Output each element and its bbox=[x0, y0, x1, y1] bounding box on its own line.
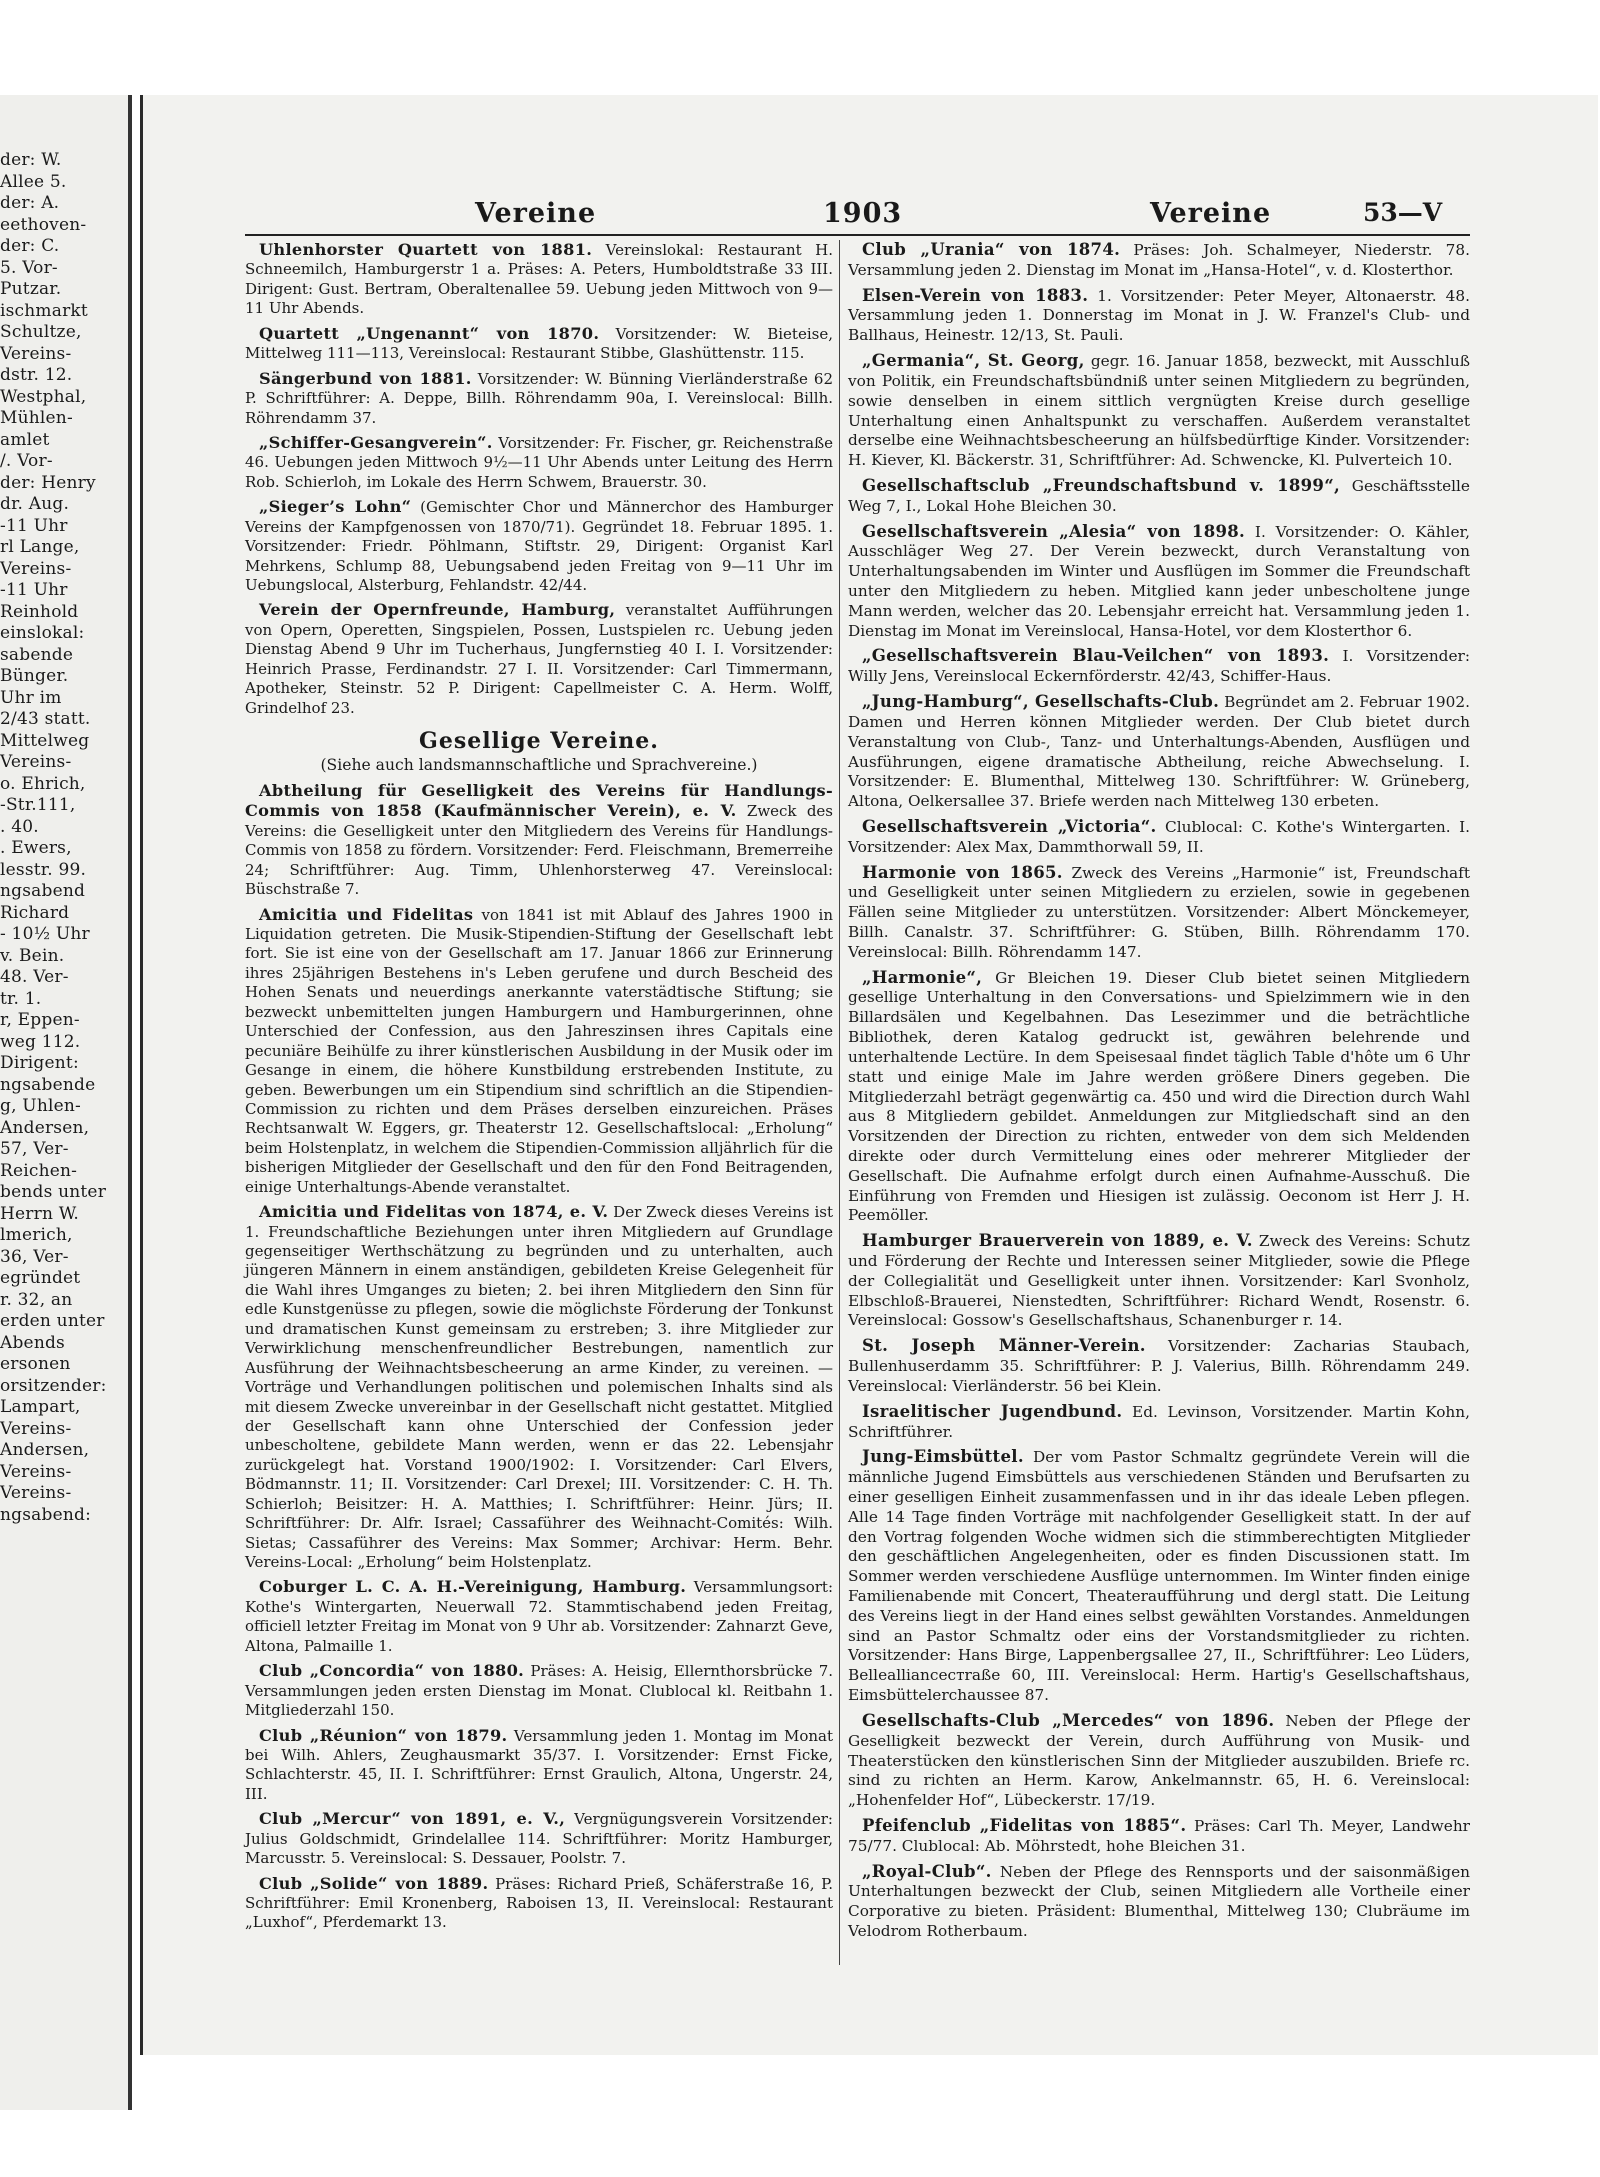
club-description: Zweck des Vereins „Harmonie“ ist, Freundschaft und Geselligkeit unter seinen Mitgliedern zu erzielen, sowie in gegebenen Fällen seine Mitglieder zu unterstützen. Vorsitzender: Albert Mönckemeyer, Billh. Canalstr. 37. Schriftführer: G. Stüben, Billh. Röhrendamm 170. Vereinslocal: Billh. Röhrendamm 147. bbox=[848, 863, 1470, 961]
club-description: Präses: Joh. Schalmeyer, Niederstr. 78. Versammlung jeden 2. Dienstag im Monat im „Hansa-Hotel“, v. d. Klosterthor. bbox=[848, 241, 1470, 279]
previous-page-line: . 40. bbox=[0, 816, 39, 837]
previous-page-line: Allee 5. bbox=[0, 171, 67, 192]
club-entry bbox=[245, 240, 833, 319]
club-name: Club „Solide“ von 1889. bbox=[259, 1873, 489, 1893]
previous-page-line: Vereins- bbox=[0, 1418, 72, 1439]
club-name: „Germania“, St. Georg, bbox=[862, 351, 1085, 371]
club-description: Neben der Pflege des Rennsports und der saisonmäßigen Unterhaltungen bezweckt der Club, seinen Mitgliedern alle Vortheile einer Corporative zu bieten. Präsident: Blumenthal, Mittelweg 130; Clubräume im Velodrom Rotherbaum. bbox=[848, 1862, 1470, 1940]
club-entry bbox=[848, 351, 1470, 471]
club-name: „Royal-Club“. bbox=[862, 1861, 992, 1881]
club-entry bbox=[848, 863, 1470, 963]
previous-page-line: r, Eppen- bbox=[0, 1010, 80, 1030]
club-name: St. Joseph Männer-Verein. bbox=[862, 1336, 1146, 1356]
club-name: „Harmonie“, bbox=[862, 967, 983, 987]
previous-page-line: o. Ehrich, bbox=[0, 773, 86, 794]
club-entry bbox=[848, 1231, 1470, 1331]
club-entry bbox=[848, 968, 1470, 1227]
club-description: Zweck des Vereins: Schutz und Förderung der Rechte und Interessen seiner Mitglieder, sowie die Pflege der Collegialität und Geselligkeit unter ihnen. Vorsitzender: Karl Svonholz, Elbschloß-Brauerei, Nienstedten, Schriftführer: Richard Wendt, Rosenstr. 6. Vereinslocal: Gossow's Gesellschaftshaus, Schanenburger r. 14. bbox=[848, 1232, 1470, 1330]
previous-page-line: egründet bbox=[0, 1268, 81, 1288]
previous-page-line: 2/43 statt. bbox=[0, 709, 91, 729]
club-entry bbox=[848, 692, 1470, 812]
club-entry bbox=[848, 1402, 1470, 1443]
previous-page-line: Vereins- bbox=[0, 752, 72, 772]
previous-page-line: der: Henry bbox=[0, 472, 96, 493]
club-description: Vorsitzender: Fr. Fischer, gr. Reichenstraße 46. Uebungen jeden Mittwoch 9½—11 Uhr Abends unter Leitung des Herrn Rob. Schierloh, im Lokale des Herrn Schwem, Brauerstr. 30. bbox=[245, 433, 833, 491]
club-entry bbox=[245, 1809, 833, 1868]
club-entry bbox=[848, 1711, 1470, 1811]
club-entry bbox=[245, 1661, 833, 1720]
previous-page-line: der: C. bbox=[0, 236, 60, 256]
club-name: Club „Concordia“ von 1880. bbox=[259, 1661, 525, 1681]
previous-page-line: ngsabend: bbox=[0, 1504, 91, 1525]
club-description: gegr. 16. Januar 1858, bezweckt, mit Ausschluß von Politik, ein Freundschaftsbündniß unter seinen Mitgliedern zu begründen, sowie denselben in einem sittlich vergnügten Kreise durch gesellige Unterhaltung einen Anhaltspunkt zu verschaffen. Außerdem veranstaltet derselbe eine Weihnachtsbescheerung an hülfsbedürftige Kinder. Vorsitzender: H. Kiever, Kl. Bäckerstr. 31, Schriftführer: Ad. Schwencke, Kl. Pulverteich 10. bbox=[848, 352, 1470, 470]
previous-page-line: -11 Uhr bbox=[0, 580, 68, 600]
previous-page-line: 48. Ver- bbox=[0, 967, 69, 987]
previous-page-line: 36, Ver- bbox=[0, 1246, 69, 1267]
club-description: Vereinslokal: Restaurant H. Schneemilch, Hamburgerstr 1 a. Präses: A. Peters, Humboldtstraße 33 III. Dirigent: Gust. Bertram, Oberaltenallee 59. Uebung jeden Mittwoch von 9—11 Uhr Abends. bbox=[245, 241, 833, 318]
club-name: Uhlenhorster Quartett von 1881. bbox=[259, 240, 593, 259]
club-entry bbox=[848, 522, 1470, 642]
club-name: Gesellschaftsclub „Freundschaftsbund v. 1899“, bbox=[862, 475, 1341, 495]
previous-page-line: Bünger. bbox=[0, 666, 69, 686]
previous-page-line: Putzar. bbox=[0, 279, 62, 299]
previous-page-line: Andersen, bbox=[0, 1440, 90, 1460]
previous-page-line: Vereins- bbox=[0, 343, 72, 364]
club-entry bbox=[848, 240, 1470, 281]
previous-page-line: ischmarkt bbox=[0, 300, 88, 321]
column-divider bbox=[839, 240, 840, 1965]
club-name: Club „Urania“ von 1874. bbox=[862, 240, 1121, 259]
club-description: Clublocal: C. Kothe's Wintergarten. I. Vorsitzender: Alex Max, Dammthorwall 59, II. bbox=[848, 817, 1470, 856]
club-entry bbox=[848, 286, 1470, 346]
previous-page-line: 57, Ver- bbox=[0, 1139, 69, 1159]
club-description: Präses: Richard Prieß, Schäferstraße 16, P. Schriftführer: Emil Kronenberg, Raboisen 13, II. Vereinslocal: Restaurant „Luxhof“, Pferdemarkt 13. bbox=[245, 1874, 833, 1932]
previous-page-line: 5. Vor- bbox=[0, 257, 58, 278]
previous-page-line: Lampart, bbox=[0, 1397, 81, 1417]
club-name: Gesellschaftsverein „Alesia“ von 1898. bbox=[862, 521, 1246, 541]
club-name: Club „Mercur“ von 1891, e. V., bbox=[259, 1809, 566, 1829]
club-description: (Gemischter Chor und Männerchor des Hamburger Vereins der Kampfgenossen von 1870/71). Gegründet 18. Februar 1895. 1. Vorsitzender: Friedr. Pöhlmann, Stiftstr. 29, Dirigent: Organist Karl Mehrkens, Schlump 88, Uebungsabend jeden Freitag von 9—11 Uhr im Uebungslocal, Alsterburg, Fehlandstr. 42/44. bbox=[245, 498, 833, 594]
previous-page-line: r. 32, an bbox=[0, 1289, 73, 1310]
previous-page-line: - 10½ Uhr bbox=[0, 924, 90, 944]
club-description: Gr Bleichen 19. Dieser Club bietet seinen Mitgliedern gesellige Unterhaltung in den Conversations- und Spielzimmern wie in den Billardsälen und Kegelbahnen. Das Lesezimmer und die beträchtliche Bibliothek, deren Katalog gedruckt ist, gewähren belehrende und unterhaltende Lectüre. In dem Speisesaal findet täglich Table d'hôte um 6 Uhr statt und einige Male im Jahre werden größere Diners gegeben. Die Mitgliederzahl beträgt gegenwärtig ca. 450 und wird die Direction durch Wahl aus 8 Mitgliedern gebildet. Anmeldungen zur Mitgliedschaft sind an den Vorsitzenden der Direction zu richten, entweder von dem sich Meldenden direkte oder durch Vermittelung eines oder mehrerer Mitglieder der Gesellschaft. Die Aufnahme erfolgt durch einen Aufnahme-Ausschuß. Die Einführung von Fremden und Hiesigen ist zulässig. Oeconom ist Herr J. H. Peemöller. bbox=[848, 968, 1470, 1225]
previous-page-line: Mittelweg bbox=[0, 730, 90, 751]
previous-page-line: Mühlen- bbox=[0, 408, 73, 428]
club-entry bbox=[848, 1862, 1470, 1942]
left-column bbox=[245, 240, 833, 1938]
previous-page-line: Vereins- bbox=[0, 558, 72, 579]
club-name: Gesellschaftsverein „Victoria“. bbox=[862, 816, 1157, 836]
club-description: I. Vorsitzender: Willy Jens, Vereinslocal Eckernförderstr. 42/43, Schiffer-Haus. bbox=[848, 647, 1470, 686]
club-name: Pfeifenclub „Fidelitas von 1885“. bbox=[862, 1815, 1187, 1835]
club-name: Club „Réunion“ von 1879. bbox=[259, 1725, 508, 1745]
previous-page-line: -Str.111, bbox=[0, 795, 76, 815]
club-entry bbox=[245, 1577, 833, 1656]
club-description: 1. Vorsitzender: Peter Meyer, Altonaerstr. 48. Versammlung jeden 1. Donnerstag im Monat in J. W. Franzel's Club- und Ballhaus, Heinestr. 12/13, St. Pauli. bbox=[848, 286, 1470, 345]
club-entry bbox=[848, 476, 1470, 517]
club-description: Vergnügungsverein Vorsitzender: Julius Goldschmidt, Grindelallee 114. Schriftführer: Moritz Hamburger, Marcusstr. 5. Vereinslocal: S. Dessauer, Poolstr. 7. bbox=[245, 1810, 833, 1868]
previous-page-line: dr. Aug. bbox=[0, 494, 70, 514]
club-description: Versammlungsort: Kothe's Wintergarten, Neuerwall 72. Stammtischabend jeden Freitag, officiell letzter Freitag im Monat von 9 Uhr ab. Vorsitzender: Zahnarzt Geve, Altona, Palmaille 1. bbox=[245, 1578, 833, 1655]
club-description: Versammlung jeden 1. Montag im Monat bei Wilh. Ahlers, Zeughausmarkt 35/37. I. Vorsitzender: Ernst Ficke, Schlachterstr. 45, II. I. Schriftführer: Ernst Graulich, Altona, Ungerstr. 24, III. bbox=[245, 1726, 833, 1803]
previous-page-line: Vereins- bbox=[0, 1461, 72, 1482]
previous-page-line: Andersen, bbox=[0, 1117, 90, 1138]
previous-page-line: dstr. 12. bbox=[0, 365, 73, 385]
club-name: Amicitia und Fidelitas von 1874, e. V. bbox=[259, 1202, 609, 1222]
previous-page-line: . Ewers, bbox=[0, 838, 72, 858]
previous-page-line: weg 112. bbox=[0, 1031, 81, 1052]
previous-page-line: ngsabend bbox=[0, 881, 86, 901]
previous-page-line: Abends bbox=[0, 1332, 65, 1353]
club-description: Vorsitzender: Zacharias Staubach, Bullenhuserdamm 35. Schriftführer: P. J. Valerius, Billh. Röhrendamm 249. Vereinslocal: Vierländerstr. 56 bei Klein. bbox=[848, 1337, 1470, 1395]
club-name: Verein der Opernfreunde, Hamburg, bbox=[259, 600, 616, 620]
previous-page-line: ersonen bbox=[0, 1354, 71, 1374]
club-name: Sängerbund von 1881. bbox=[259, 368, 472, 388]
club-description: Der Zweck dieses Vereins ist 1. Freundschaftliche Beziehungen unter ihren Mitgliedern auf Grundlage gegenseitiger Werthschätzung zu begründen und zu unterhalten, auch jüngeren Männern in einem anständigen, gebildeten Kreise Gelegenheit für die Wahl ihres Umganges zu bieten; 2. bei ihren Mitgliedern den Sinn für edle Kunstgenüsse zu pflegen, sowie die möglichste Förderung der Tonkunst und dramatischen Kunst gemeinsam zu erstreben; 3. ihre Mitglieder zur Verwirklichung menschenfreundlicher Bestrebungen, namentlich zur Ausführung der Weihnachtsbescheerung an arme Kinder, zu vereinen. — Vorträge und Verhandlungen politischen und polemischen Inhalts sind als mit diesem Zwecke unvereinbar in der Gesellschaft nicht gestattet. Mitglied der Gesellschaft kann ohne Unterschied der Confession jeder unbescholtene, gebildete Mann werden, wenn er das 22. Lebensjahr zurückgelegt hat. Vorstand 1900/1902: I. Vorsitzender: Carl Elvers, Bödmannstr. 11; II. Vorsitzender: Carl Drexel; III. Vorsitzender: C. H. Th. Schierloh; Beisitzer: H. A. Matthies; I. Schriftführer: Heinr. Jürs; II. Schriftführer: Dr. Alfr. Israel; Cassaführer des Weihnacht-Comités: Wilh. Sietas; Cassaführer des Vereins: Max Sommer; Archivar: Herm. Behr. Vereins-Local: „Erholung“ beim Holstenplatz. bbox=[245, 1203, 833, 1571]
previous-page-line: eethoven- bbox=[0, 214, 87, 235]
previous-page-line: g, Uhlen- bbox=[0, 1096, 81, 1116]
previous-page-line: Westphal, bbox=[0, 386, 87, 407]
right-column bbox=[848, 240, 1470, 1947]
previous-page-line: amlet bbox=[0, 429, 50, 450]
previous-page-line: v. Bein. bbox=[0, 945, 65, 966]
previous-page-line: Herrn W. bbox=[0, 1203, 79, 1224]
header-rule bbox=[245, 234, 1470, 236]
previous-page-line: Dirigent: bbox=[0, 1053, 79, 1073]
club-entry bbox=[848, 1447, 1470, 1706]
previous-page-line: der: A. bbox=[0, 193, 60, 213]
club-description: Präses: Carl Th. Meyer, Landwehr 75/77. Clublocal: Ab. Möhrstedt, hohe Bleichen 31. bbox=[848, 1816, 1470, 1855]
club-name: Abtheilung für Geselligkeit des Vereins für Handlungs-Commis von 1858 (Kaufmännischer Verein), e. V. bbox=[245, 780, 833, 821]
club-name: Gesellschafts-Club „Mercedes“ von 1896. bbox=[862, 1710, 1275, 1730]
previous-page-line: lmerich, bbox=[0, 1225, 73, 1245]
previous-page-line: bends unter bbox=[0, 1182, 107, 1202]
previous-page-line: lesstr. 99. bbox=[0, 859, 87, 880]
club-name: Quartett „Ungenannt“ von 1870. bbox=[259, 323, 600, 343]
club-name: Hamburger Brauerverein von 1889, e. V. bbox=[862, 1231, 1253, 1251]
previous-page-line: rl Lange, bbox=[0, 537, 80, 557]
club-name: „Schiffer-Gesangverein“. bbox=[259, 432, 493, 452]
club-name: „Jung-Hamburg“, Gesellschafts-Club. bbox=[862, 692, 1220, 712]
club-entry bbox=[848, 1816, 1470, 1857]
previous-page-line: der: W. bbox=[0, 150, 62, 170]
previous-page-line: einslokal: bbox=[0, 623, 85, 643]
club-name: Harmonie von 1865. bbox=[862, 862, 1063, 882]
previous-page-line: Vereins- bbox=[0, 1483, 72, 1503]
club-description: Präses: A. Heisig, Ellernthorsbrücke 7. Versammlungen jeden ersten Dienstag im Monat. Clublocal kl. Reitbahn 1. Mitgliederzahl 150. bbox=[245, 1662, 834, 1720]
previous-page-edge bbox=[0, 95, 132, 2110]
previous-page-line: Reichen- bbox=[0, 1160, 78, 1181]
club-description: Neben der Pflege der Geselligkeit bezweckt der Verein, durch Aufführung von Musik- und Theaterstücken den künstlerischen Sinn der Mitglieder auszubilden. Briefe rc. sind zu richten an Herm. Karow, Ankelmannstr. 65, H. 6. Vereinslocal: „Hohenfelder Hof“, Lübeckerstr. 17/19. bbox=[848, 1711, 1470, 1810]
club-description: Vorsitzender: W. Bieteise, Mittelweg 111—113, Vereinslocal: Restaurant Stibbe, Glashüttenstr. 115. bbox=[245, 324, 833, 363]
club-entry bbox=[245, 497, 833, 595]
club-description: veranstaltet Aufführungen von Opern, Operetten, Singspielen, Possen, Lustspielen rc. Uebung jeden Dienstag Abend 9 Uhr im Tucherhaus, Jungfernstieg 40 I. I. Vorsitzender: Heinrich Prasse, Ferdinandstr. 27 I. II. Vorsitzender: Carl Timmermann, Apotheker, Steinstr. 52 P. Dirigent: Capellmeister C. A. Herm. Wolff, Grindelhof 23. bbox=[245, 601, 833, 717]
previous-page-line: Reinhold bbox=[0, 601, 79, 622]
club-entry bbox=[245, 1874, 833, 1933]
page-number: 53—V bbox=[1363, 198, 1443, 227]
previous-page-line: ngsabende bbox=[0, 1074, 96, 1095]
header-left-title: Vereine bbox=[475, 198, 597, 229]
club-description: Vorsitzender: W. Bünning Vierländerstraße 62 P. Schriftführer: A. Deppe, Billh. Röhrendamm 90a, I. Vereinslocal: Billh. Röhrendamm 37. bbox=[245, 369, 834, 427]
previous-page-line: -11 Uhr bbox=[0, 515, 68, 536]
previous-page-line: tr. 1. bbox=[0, 988, 42, 1009]
previous-page-line: orsitzender: bbox=[0, 1375, 107, 1396]
club-description: von 1841 ist mit Ablauf des Jahres 1900 in Liquidation getreten. Die Musik-Stipendien-Stiftung der Gesellschaft lebt fort. Sie ist eine von der Gesellschaft am 17. Januar 1866 zur Erinnerung ihres 25jährigen Bestehens in's Leben gerufene und durch Bescheid des Hohen Senats und neuerdings anerkannte vaterstädtische Stiftung; sie bezweckt unbemittelten jungen Hamburgern und Hamburgerinnen, ohne Unterschied der Confession, aus den Jahreszinsen ihres Capitals eine pecuniäre Beihülfe zu ihrer künstlerischen Ausbildung in der Musik oder im Gesange in einem, die höhere Kunstbildung erstrebenden Institute, zu geben. Bewerbungen um ein Stipendium sind schriftlich an die Stipendien-Commission zu richten und dem Präses derselben einzureichen. Präses Rechtsanwalt W. Eggers, gr. Theaterstr 12. Gesellschaftslocal: „Erholung“ beim Holstenplatz, in welchem die Stipendien-Commission alljährlich für die bisherigen Mitglieder der Gesellschaft und den für den Fond Beitragenden, einige Unterhaltungs-Abende veranstaltet. bbox=[245, 905, 833, 1196]
club-description: Ed. Levinson, Vorsitzender. Martin Kohn, Schriftführer. bbox=[848, 1402, 1471, 1441]
club-description: Der vom Pastor Schmaltz gegründete Verein will die männliche Jugend Eimsbüttels aus verschiedenen Ständen und Berufsarten zu einer geselligen Einheit zusammenfassen und in ihr das ideale Leben pflegen. Alle 14 Tage finden Vorträge mit nachfolgender Geselligkeit statt. In der auf den Vortrag folgenden Woche widmen sich die stimmberechtigten Mitglieder den geschäftlichen Angelegenheiten, oder es finden Discussionen statt. Im Sommer werden verschiedene Ausflüge unternommen. Im Winter finden einige Familienabende mit Concert, Theateraufführung und dergl statt. Die Leitung des Vereins liegt in der Hand eines selbst gewählten Vorstandes. Anmeldungen sind an Pastor Schmaltz oder eins der Vorstandsmitglieder zu richten. Vorsitzender: Hans Birge, Lappenbergsallee 27, II., Schriftführer: Leo Lüders, Belleallianceстraße 60, III. Vereinslocal: Herm. Hartig's Gesellschaftshaus, Eimsbüttelerchaussee 87. bbox=[848, 1448, 1470, 1705]
club-entry bbox=[245, 369, 833, 428]
club-name: Coburger L. C. A. H.-Vereinigung, Hamburg. bbox=[259, 1577, 687, 1597]
club-description: Geschäftsstelle Weg 7, I., Lokal Hohe Bleichen 30. bbox=[848, 476, 1470, 515]
section-note: (Siehe auch landsmannschaftliche und Sprachvereine.) bbox=[320, 755, 758, 774]
club-name: Jung-Eimsbüttel. bbox=[862, 1447, 1024, 1467]
club-entry bbox=[245, 905, 833, 1198]
previous-page-line: sabende bbox=[0, 644, 74, 665]
club-entry bbox=[245, 324, 833, 364]
header-year: 1903 bbox=[823, 198, 903, 229]
club-name: „Sieger’s Lohn“ bbox=[259, 497, 412, 517]
club-entry bbox=[848, 646, 1470, 687]
header-right-title: Vereine bbox=[1150, 198, 1272, 229]
club-entry bbox=[245, 1202, 833, 1572]
club-entry bbox=[848, 817, 1470, 858]
club-entry bbox=[848, 1336, 1470, 1396]
club-entry bbox=[245, 781, 833, 900]
club-entry bbox=[245, 433, 833, 492]
previous-page-line: /. Vor- bbox=[0, 451, 53, 471]
club-description: Begründet am 2. Februar 1902. Damen und Herren können Mitglieder werden. Der Club bietet durch Veranstaltung von Club-, Tanz- und Unterhaltungs-Abenden, Ausflügen und Ausführungen, eigene dramatische Abtheilung, reiche Abwechselung. I. Vorsitzender: E. Blumenthal, Mittelweg 130. Schriftführer: W. Grüneberg, Altona, Oelkersallee 37. Briefe werden nach Mittelweg 130 erbeten. bbox=[848, 693, 1470, 811]
section-title: Gesellige Vereine. bbox=[419, 728, 659, 755]
club-name: „Gesellschaftsverein Blau-Veilchen“ von 1893. bbox=[862, 646, 1330, 666]
previous-page-line: erden unter bbox=[0, 1311, 105, 1331]
previous-page-line: Uhr im bbox=[0, 687, 62, 708]
club-name: Elsen-Verein von 1883. bbox=[862, 285, 1089, 305]
club-description: Zweck des Vereins: die Geselligkeit unter den Mitgliedern des Vereins für Handlungs-Commis von 1858 zu fördern. Vorsitzender: Ferd. Fleischmann, Bremerreihe 24; Schriftführer: Aug. Timm, Uhlenhorsterweg 47. Vereinslocal: Büschstraße 7. bbox=[245, 802, 833, 899]
club-entry bbox=[245, 600, 833, 718]
running-header bbox=[245, 198, 1470, 232]
club-description: I. Vorsitzender: O. Kähler, Ausschläger Weg 27. Der Verein bezweckt, durch Veranstaltung von Unterhaltungsabenden im Winter und Ausflügen im Sommer die Freundschaft unter den Mitgliedern zu heben. Mitglied kann jeder unbescholtene junge Mann werden, welcher das 20. Lebensjahr erreicht hat. Versammlung jeden 1. Dienstag im Monat im Vereinslocal, Hansa-Hotel, vor dem Klosterthor 6. bbox=[848, 522, 1470, 640]
previous-page-line: Richard bbox=[0, 902, 70, 923]
previous-page-line: Schultze, bbox=[0, 322, 82, 342]
club-name: Israelitischer Jugendbund. bbox=[862, 1401, 1123, 1421]
club-name: Amicitia und Fidelitas bbox=[259, 904, 474, 924]
club-entry bbox=[245, 1726, 833, 1805]
